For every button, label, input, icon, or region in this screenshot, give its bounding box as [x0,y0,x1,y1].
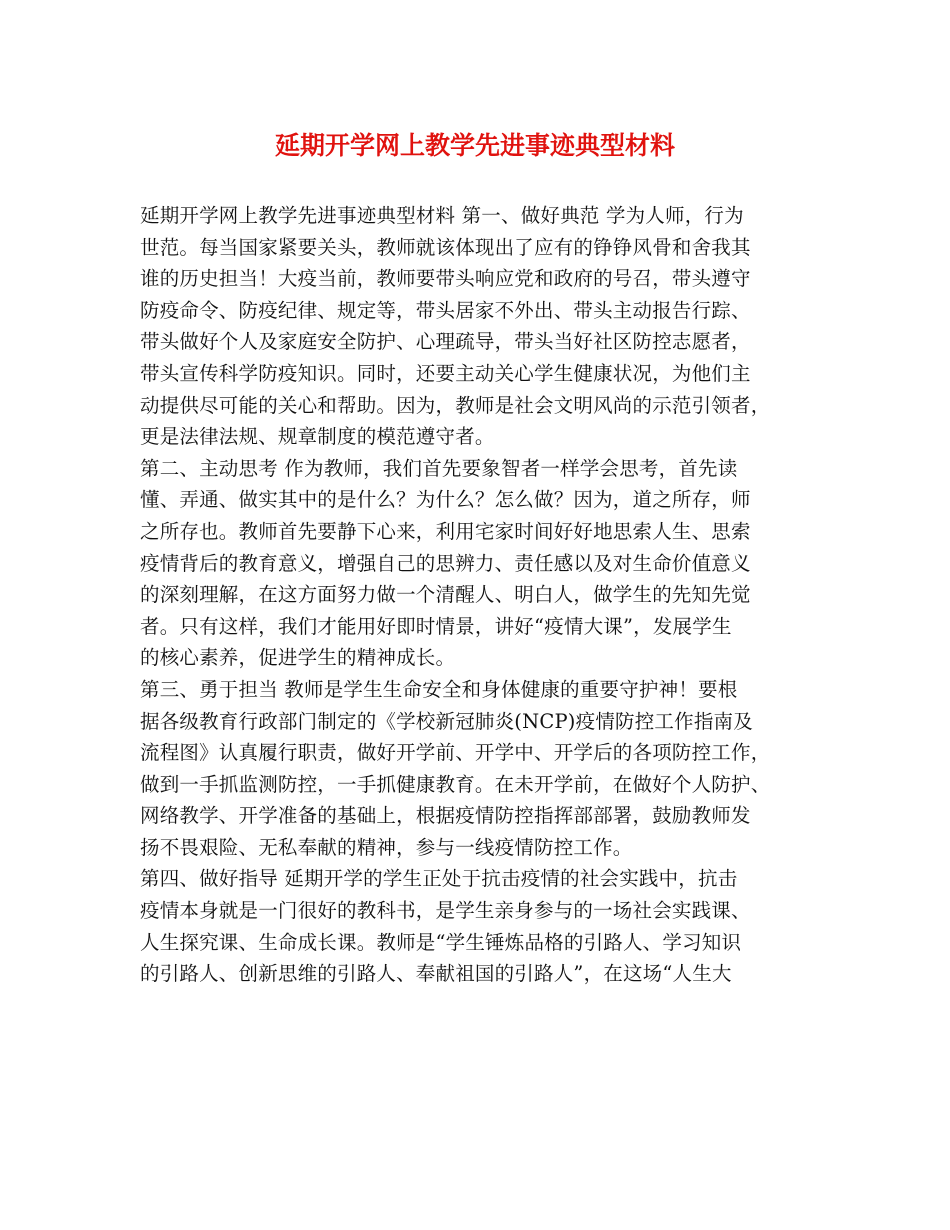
body-line: 延期开学网上教学先进事迹典型材料 第一、做好典范 学为人师，行为 [140,204,744,227]
body-line: 第二、主动思考 作为教师，我们首先要象智者一样学会思考，首先读 [140,456,738,480]
body-line: 扬不畏艰险、无私奉献的精神，参与一线疫情防控工作。 [140,835,633,859]
body-line: 人生探究课、生命成长课。教师是“学生锤炼品格的引路人、学习知识 [140,930,742,954]
body-line: 据各级教育行政部门制定的《学校新冠肺炎(NCP)疫情防控工作指南及 [140,709,753,733]
body-line: 的核心素养，促进学生的精神成长。 [140,646,456,670]
body-line: 动提供尽可能的关心和帮助。因为，教师是社会文明风尚的示范引领者， [140,393,771,417]
body-line: 疫情背后的教育意义，增强自己的思辨力、责任感以及对生命价值意义 [140,551,751,575]
body-line: 疫情本身就是一门很好的教科书，是学生亲身参与的一场社会实践课、 [140,899,751,923]
body-line: 的引路人、创新思维的引路人、奉献祖国的引路人”，在这场“人生大 [140,962,732,986]
body-line: 谁的历史担当！大疫当前，教师要带头响应党和政府的号召，带头遵守 [140,267,751,291]
body-line: 第三、勇于担当 教师是学生生命安全和身体健康的重要守护神！要根 [140,677,738,701]
body-line: 更是法律法规、规章制度的模范遵守者。 [140,425,495,449]
body-line: 世范。每当国家紧要关头，教师就该体现出了应有的铮铮风骨和舍我其 [140,235,751,259]
body-line: 者。只有这样，我们才能用好即时情景，讲好“疫情大课”，发展学生 [140,614,732,638]
body-line: 流程图》认真履行职责，做好开学前、开学中、开学后的各项防控工作， [140,741,771,765]
body-line: 带头宣传科学防疫知识。同时，还要主动关心学生健康状况，为他们主 [140,361,751,385]
body-line: 做到一手抓监测防控，一手抓健康教育。在未开学前，在做好个人防护、 [140,772,771,796]
document-body [140,200,840,990]
body-line: 懂、弄通、做实其中的是什么？为什么？怎么做？因为，道之所存，师 [140,488,751,512]
document-title: 延期开学网上教学先进事迹典型材料 [274,131,675,160]
body-line: 带头做好个人及家庭安全防护、心理疏导，带头当好社区防控志愿者， [140,330,751,354]
body-line: 第四、做好指导 延期开学的学生正处于抗击疫情的社会实践中，抗击 [140,867,738,891]
body-line: 防疫命令、防疫纪律、规定等，带头居家不外出、带头主动报告行踪、 [140,298,751,322]
body-line: 之所存也。教师首先要静下心来，利用宅家时间好好地思索人生、思索 [140,519,751,543]
body-line: 的深刻理解，在这方面努力做一个清醒人、明白人，做学生的先知先觉 [140,583,751,607]
body-line: 网络教学、开学准备的基础上，根据疫情防控指挥部部署，鼓励教师发 [140,804,751,828]
